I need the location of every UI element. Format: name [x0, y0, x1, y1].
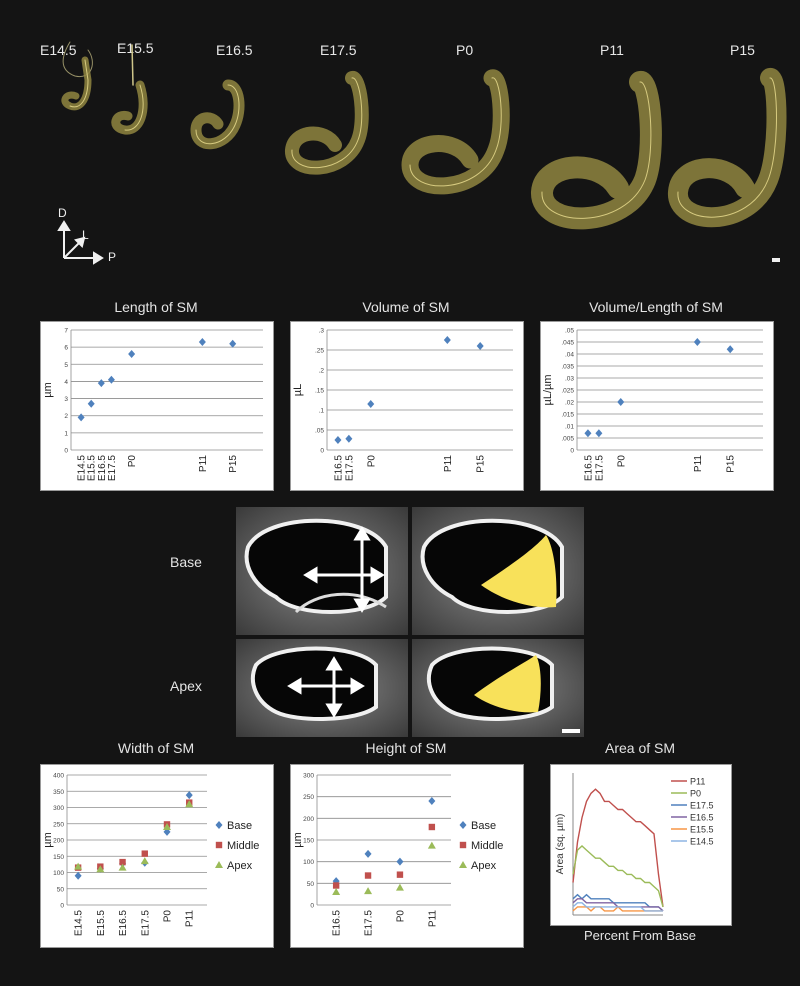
y-tick-label: .01 — [564, 423, 574, 431]
y-tick-label: .02 — [564, 399, 574, 407]
y-tick-label: 5 — [64, 361, 68, 369]
legend-label: E17.5 — [690, 800, 714, 811]
panel-height — [290, 764, 524, 948]
data-point — [584, 429, 591, 437]
y-tick-label: 150 — [53, 853, 64, 861]
x-tick-label: P0 — [127, 455, 139, 468]
y-axis-title: µL — [292, 383, 304, 397]
y-tick-label: .2 — [318, 367, 324, 375]
x-tick-label: E16.5 — [333, 455, 345, 482]
scale-bar-micrograph — [562, 729, 580, 733]
x-tick-label: P11 — [442, 455, 454, 473]
y-tick-label: .15 — [314, 387, 324, 395]
data-point-apex — [332, 888, 340, 895]
y-tick-label: 0 — [64, 447, 68, 455]
legend-marker-apex — [459, 861, 467, 868]
data-point — [199, 338, 206, 346]
legend-label-middle: Middle — [227, 840, 260, 852]
stage-label-e17-5: E17.5 — [320, 42, 357, 58]
chart-title-vol-len: Volume/Length of SM — [589, 299, 723, 315]
x-tick-label: E16.5 — [96, 455, 108, 482]
x-tick-label: P0 — [616, 455, 628, 468]
cochlea-p0 — [410, 78, 501, 186]
legend-marker-base — [216, 821, 223, 829]
area-xlabel: Percent From Base — [584, 928, 696, 943]
orientation-axes — [59, 222, 102, 263]
data-point — [229, 340, 236, 348]
x-tick-label: P0 — [162, 910, 174, 923]
chart-volume — [291, 322, 523, 490]
x-tick-label: E14.5 — [73, 910, 85, 937]
row-label-base: Base — [170, 554, 202, 570]
legend-label: E14.5 — [690, 836, 714, 847]
x-tick-label: P11 — [427, 910, 439, 928]
y-tick-label: .035 — [561, 363, 574, 371]
axis-label-l: L — [82, 228, 89, 242]
data-point-base — [396, 858, 403, 866]
x-tick-label: E16.5 — [583, 455, 595, 482]
data-point — [367, 400, 374, 408]
legend-label-base: Base — [227, 820, 253, 832]
legend-label: P0 — [690, 788, 702, 799]
stage-label-e15-5: E15.5 — [117, 40, 154, 56]
x-tick-label: P15 — [725, 455, 737, 473]
data-point — [444, 336, 451, 344]
stage-label-e14-5: E14.5 — [40, 42, 77, 58]
y-tick-label: 350 — [53, 788, 64, 796]
stage-label-p0: P0 — [456, 42, 474, 58]
y-tick-label: 7 — [64, 327, 68, 335]
x-tick-label: E15.5 — [86, 455, 98, 482]
y-tick-label: 3 — [64, 396, 68, 404]
x-tick-label: E15.5 — [95, 910, 107, 937]
chart-width — [41, 765, 273, 947]
y-tick-label: 50 — [306, 880, 314, 888]
panel-width — [40, 764, 274, 948]
y-axis-title: µL/µm — [542, 374, 554, 406]
data-point — [78, 413, 85, 421]
data-point — [98, 379, 105, 387]
data-point — [128, 350, 135, 358]
y-tick-label: 300 — [303, 772, 314, 780]
y-tick-label: .015 — [561, 411, 574, 419]
data-point — [477, 342, 484, 350]
y-tick-label: 2 — [64, 413, 68, 421]
y-tick-label: .05 — [564, 327, 574, 335]
y-tick-label: .04 — [564, 351, 574, 359]
data-point-base — [428, 797, 435, 805]
chart-title-width: Width of SM — [117, 740, 195, 756]
y-tick-label: 300 — [53, 805, 64, 812]
y-tick-label: 0 — [310, 902, 314, 910]
y-tick-label: 200 — [303, 815, 314, 823]
cochlea-e14-5 — [63, 42, 92, 107]
y-tick-label: .3 — [318, 327, 324, 335]
micrograph-base-left — [236, 507, 408, 635]
series-line-e16-5 — [573, 899, 663, 911]
data-point-middle — [142, 850, 148, 856]
x-tick-label: E16.5 — [118, 910, 130, 937]
chart-vol-len — [541, 322, 773, 490]
data-point — [88, 400, 95, 408]
y-axis-title: µm — [292, 832, 304, 848]
axis-label-p: P — [108, 250, 117, 264]
x-tick-label: P11 — [197, 455, 209, 473]
series-line-p11 — [573, 789, 663, 907]
data-point-base — [365, 850, 372, 858]
legend-marker-middle — [216, 842, 222, 848]
micrograph-apex-right — [412, 639, 584, 737]
x-tick-label: P15 — [475, 455, 487, 473]
y-tick-label: 250 — [303, 794, 314, 802]
y-tick-label: .045 — [561, 339, 574, 347]
y-tick-label: 0 — [60, 902, 64, 910]
stage-label-p15: P15 — [730, 42, 755, 58]
panel-area — [550, 764, 732, 926]
chart-title-volume: Volume of SM — [362, 299, 450, 315]
series-line-p0 — [573, 846, 663, 907]
x-tick-label: P11 — [184, 910, 196, 928]
y-tick-label: .05 — [314, 427, 324, 435]
scale-bar — [772, 258, 780, 262]
data-point-apex — [364, 887, 372, 894]
cochlea-e16-5 — [196, 85, 239, 144]
data-point-apex — [396, 884, 404, 891]
data-point — [345, 435, 352, 443]
data-point-base — [75, 872, 82, 880]
y-tick-label: 200 — [53, 837, 64, 845]
micrograph-apex-left — [236, 639, 408, 737]
cochlea-reconstructions — [0, 0, 800, 280]
stage-label-p11: P11 — [600, 42, 624, 58]
y-axis-title: µm — [42, 382, 54, 398]
legend-label: E16.5 — [690, 812, 714, 823]
data-point-middle — [429, 824, 435, 830]
cochlea-p15 — [678, 78, 777, 217]
data-point — [334, 436, 341, 444]
legend-label-apex: Apex — [227, 860, 253, 872]
chart-title-height: Height of SM — [365, 740, 447, 756]
data-point-base — [186, 791, 193, 799]
y-tick-label: 150 — [303, 837, 314, 845]
data-point-middle — [397, 871, 403, 877]
y-tick-label: 1 — [64, 430, 68, 438]
y-axis-title: Area (sq. µm) — [555, 813, 566, 875]
y-tick-label: 50 — [56, 886, 64, 894]
data-point — [108, 376, 115, 384]
x-tick-label: E17.5 — [594, 455, 606, 482]
legend-label-base: Base — [471, 820, 497, 832]
y-tick-label: 6 — [64, 344, 68, 352]
stage-label-e16-5: E16.5 — [216, 42, 253, 58]
x-tick-label: E17.5 — [106, 455, 118, 482]
cochlea-e15-5 — [116, 45, 143, 130]
x-tick-label: E17.5 — [344, 455, 356, 482]
panel-vol-len — [540, 321, 774, 491]
row-label-apex: Apex — [170, 678, 202, 694]
chart-title-length: Length of SM — [114, 299, 198, 315]
chart-length — [41, 322, 273, 490]
y-tick-label: 4 — [64, 378, 68, 386]
data-point-apex — [428, 842, 436, 849]
y-tick-label: 100 — [303, 859, 314, 867]
legend-label-middle: Middle — [471, 840, 504, 852]
y-tick-label: .1 — [318, 407, 324, 415]
x-tick-label: P0 — [366, 455, 378, 468]
data-point — [727, 345, 734, 353]
cochlea-p11 — [542, 82, 651, 218]
data-point — [694, 338, 701, 346]
y-tick-label: .005 — [561, 435, 574, 443]
chart-area — [551, 765, 731, 925]
panel-length — [40, 321, 274, 491]
data-point — [617, 398, 624, 406]
y-axis-title: µm — [42, 832, 54, 848]
cochlea-e17-5 — [292, 78, 362, 168]
legend-marker-base — [460, 821, 467, 829]
axis-label-d: D — [58, 206, 67, 220]
data-point — [595, 429, 602, 437]
legend-label: P11 — [690, 776, 706, 787]
legend-label: E15.5 — [690, 824, 714, 835]
x-tick-label: E17.5 — [363, 910, 375, 937]
x-tick-label: E16.5 — [331, 910, 343, 937]
y-tick-label: 0 — [570, 447, 574, 455]
legend-marker-apex — [215, 861, 223, 868]
chart-height — [291, 765, 523, 947]
x-tick-label: P11 — [692, 455, 704, 473]
x-tick-label: P15 — [228, 455, 240, 473]
data-point-middle — [365, 872, 371, 878]
y-tick-label: 250 — [53, 821, 64, 829]
y-tick-label: 0 — [320, 447, 324, 455]
micrograph-base-right — [412, 507, 584, 635]
legend-label-apex: Apex — [471, 860, 497, 872]
y-tick-label: 400 — [53, 772, 64, 780]
panel-volume — [290, 321, 524, 491]
y-tick-label: 100 — [53, 870, 64, 877]
y-tick-label: .25 — [314, 347, 324, 355]
legend-marker-middle — [460, 842, 466, 848]
x-tick-label: E17.5 — [140, 910, 152, 937]
x-tick-label: E14.5 — [76, 455, 88, 482]
y-tick-label: .03 — [564, 375, 574, 383]
y-tick-label: .025 — [561, 387, 574, 395]
data-point-middle — [333, 882, 339, 888]
chart-title-area: Area of SM — [604, 740, 676, 756]
x-tick-label: P0 — [395, 910, 407, 923]
cross-section-images — [236, 507, 584, 737]
data-point-apex — [141, 857, 149, 864]
